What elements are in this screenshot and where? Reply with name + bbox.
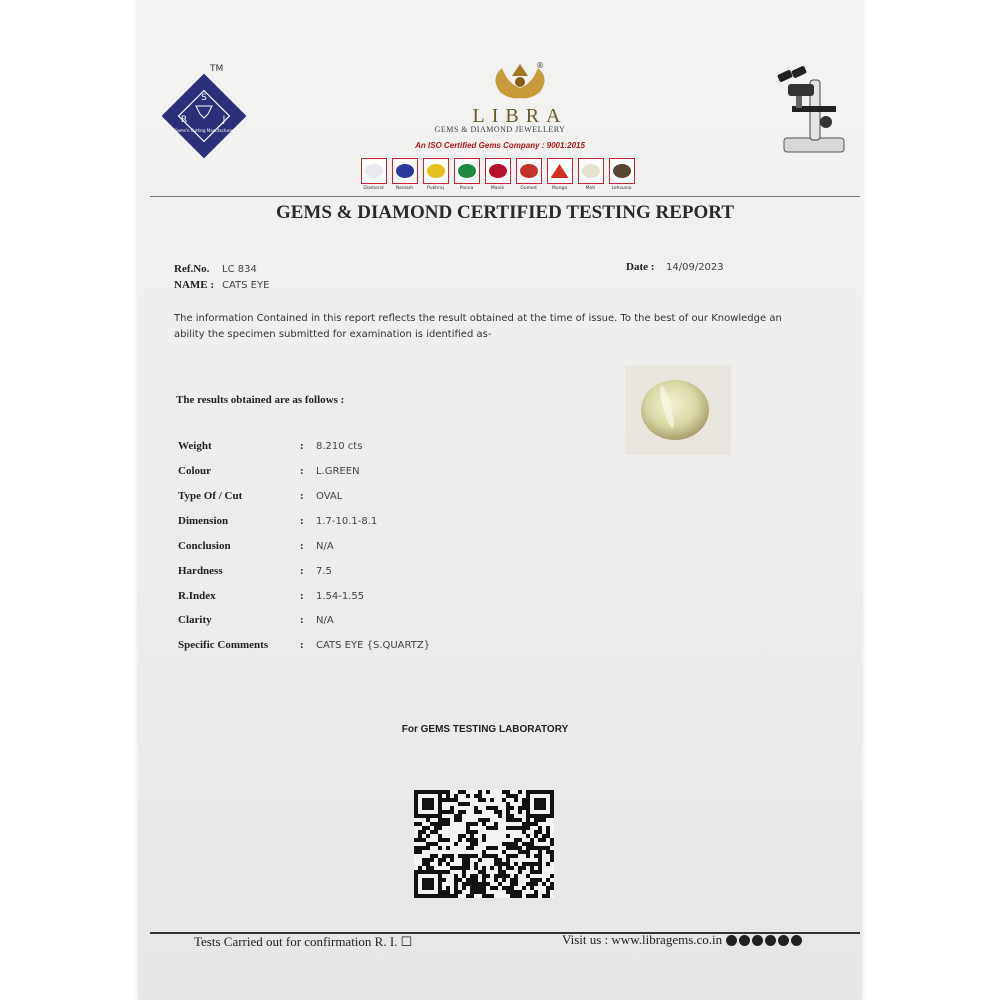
result-label: Clarity: [178, 614, 212, 626]
gem-swatch: [516, 158, 542, 184]
gem-swatch: [454, 158, 480, 184]
result-value: 8.210 cts: [316, 441, 363, 452]
intro-paragraph: The information Contained in this report reflects the result obtained at the time of issue. To the best of our Knowledge an ability the specimen submitted for examination is identified as-: [174, 313, 782, 340]
result-label: Hardness: [178, 565, 223, 577]
registered-mark: ®: [536, 61, 544, 70]
ref-value: LC 834: [222, 264, 257, 275]
gem-item: [515, 158, 542, 191]
gem-item: [608, 158, 635, 191]
srj-letter-r: R: [180, 115, 188, 125]
result-value: N/A: [316, 615, 334, 626]
microscope-icon: [770, 66, 848, 158]
srj-letter-s: S: [201, 93, 207, 103]
report-title: GEMS & DIAMOND CERTIFIED TESTING REPORT: [275, 202, 735, 223]
gem-swatch: [361, 158, 387, 184]
youtube-icon[interactable]: [778, 935, 789, 946]
gem-label: Manik: [490, 186, 505, 191]
result-label: R.Index: [178, 590, 216, 602]
qr-code[interactable]: [414, 790, 554, 898]
gem-icon: [427, 164, 445, 178]
gem-swatch: [547, 158, 573, 184]
result-label: Weight: [178, 440, 212, 452]
footer-website: [562, 932, 802, 948]
gem-icon: [613, 164, 631, 178]
trademark-mark: TM: [210, 64, 224, 74]
result-colon: :: [300, 440, 304, 452]
gem-icon: [458, 164, 476, 178]
srj-logo: [156, 68, 252, 164]
result-colon: :: [300, 614, 304, 626]
result-colon: :: [300, 515, 304, 527]
result-value: CATS EYE {S.QUARTZ}: [316, 640, 431, 651]
name-value: CATS EYE: [222, 280, 270, 291]
result-colon: :: [300, 565, 304, 577]
result-label: Conclusion: [178, 540, 231, 552]
gem-strip: [360, 158, 635, 191]
gem-swatch: [392, 158, 418, 184]
gem-icon: [489, 164, 507, 178]
for-lab-text: For GEMS TESTING LABORATORY: [401, 724, 569, 735]
srj-letter-j: J: [222, 115, 226, 125]
header-divider: [150, 196, 860, 197]
result-label: Colour: [178, 465, 211, 477]
date-value: 14/09/2023: [666, 262, 724, 273]
gem-item: [360, 158, 387, 191]
iso-certified-text: An ISO Certified Gems Company : 9001:2015: [415, 141, 585, 150]
social-icons: [726, 935, 802, 946]
footer-confirmation-text: Tests Carried out for confirmation R. I. ☐: [194, 934, 413, 949]
gem-icon: [520, 164, 538, 178]
result-colon: :: [300, 590, 304, 602]
results-heading: The results obtained are as follows :: [176, 394, 345, 406]
gem-item: [546, 158, 573, 191]
result-label: Specific Comments: [178, 639, 269, 651]
ref-label: Ref.No.: [174, 263, 210, 275]
gem-item: [577, 158, 604, 191]
result-label: Type Of / Cut: [178, 490, 243, 502]
gem-icon: [551, 164, 569, 178]
result-value: OVAL: [316, 491, 343, 502]
date-label: Date :: [626, 261, 655, 273]
gem-icon: [365, 164, 383, 178]
facebook-icon[interactable]: [726, 935, 737, 946]
result-value: N/A: [316, 541, 334, 552]
gem-item: [484, 158, 511, 191]
libra-crest-icon: [470, 58, 570, 110]
gem-label: Panna: [459, 186, 474, 191]
gem-label: Munga: [551, 186, 568, 191]
gem-item: [391, 158, 418, 191]
gem-icon: [396, 164, 414, 178]
instagram-icon[interactable]: [791, 935, 802, 946]
result-label: Dimension: [178, 515, 229, 527]
srj-caption: Gems'n Cutting Manufacturer: [174, 128, 234, 133]
gem-swatch: [423, 158, 449, 184]
gem-icon: [582, 164, 600, 178]
gem-label: Lehsunia: [611, 186, 632, 191]
whatsapp-icon[interactable]: [739, 935, 750, 946]
gem-swatch: [485, 158, 511, 184]
gem-swatch: [578, 158, 604, 184]
gem-swatch: [609, 158, 635, 184]
gem-item: [453, 158, 480, 191]
gem-label: Neelam: [395, 186, 414, 191]
telegram-icon[interactable]: [765, 935, 776, 946]
result-colon: :: [300, 540, 304, 552]
website-link[interactable]: Visit us : www.libragems.co.in: [562, 932, 723, 947]
result-value: 1.7-10.1-8.1: [316, 516, 378, 527]
twitter-icon[interactable]: [752, 935, 763, 946]
gem-label: Pukhraj: [427, 186, 444, 191]
gem-label: Moti: [585, 186, 596, 191]
gem-item: [422, 158, 449, 191]
result-colon: :: [300, 465, 304, 477]
gemstone-photo: [625, 365, 731, 455]
gem-label: Gomed: [520, 186, 537, 191]
result-value: 1.54-1.55: [316, 591, 365, 602]
result-value: 7.5: [316, 566, 332, 577]
brand-name: LIBRA: [472, 105, 568, 127]
brand-subtitle: GEMS & DIAMOND JEWELLERY: [434, 125, 566, 134]
gem-label: Diamond: [363, 186, 384, 191]
result-value: L.GREEN: [316, 466, 360, 477]
result-colon: :: [300, 639, 304, 651]
result-colon: :: [300, 490, 304, 502]
name-label: NAME :: [174, 279, 215, 291]
